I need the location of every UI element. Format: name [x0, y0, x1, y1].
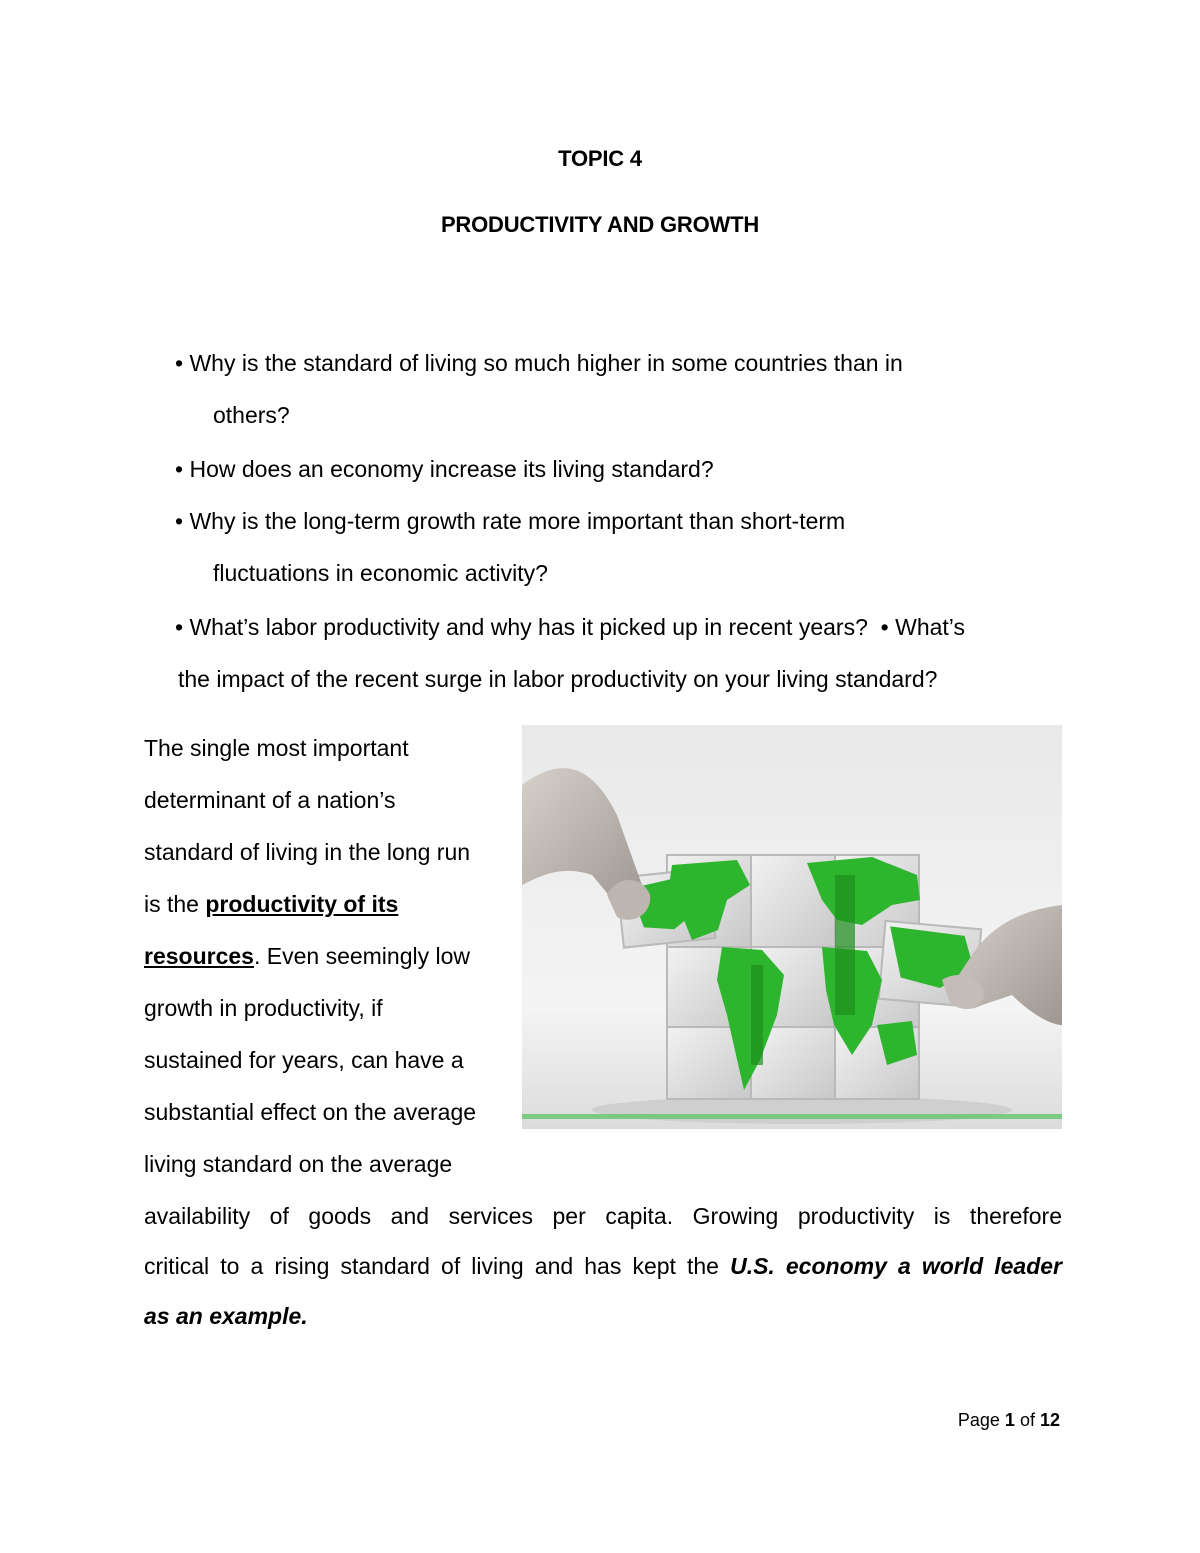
question-3-continued: fluctuations in economic activity?: [213, 560, 548, 586]
body-line: resources. Even seemingly low: [144, 943, 471, 969]
body-line: standard of living in the long run: [144, 839, 471, 865]
bullet: •: [175, 614, 184, 640]
question-text: How does an economy increase its living standard?: [189, 456, 714, 482]
bullet: •: [175, 508, 184, 534]
body-line: living standard on the average: [144, 1151, 453, 1177]
body-line: The single most important: [144, 735, 409, 761]
question-4: [175, 614, 965, 640]
question-3: [175, 508, 845, 534]
topic-heading: TOPIC 4: [558, 146, 642, 171]
page-title: PRODUCTIVITY AND GROWTH: [440, 212, 760, 237]
body-line: sustained for years, can have a: [144, 1047, 464, 1073]
body-line: substantial effect on the average: [144, 1099, 477, 1125]
emphasis-productivity: productivity of its: [205, 891, 399, 917]
world-map-cube-image: [522, 725, 1062, 1129]
bullet: •: [880, 614, 889, 640]
question-1: [175, 350, 903, 376]
body-line: determinant of a nation’s: [144, 787, 396, 813]
body-line: availability of goods and services per capita. Growing productivity is therefore: [144, 1203, 1062, 1229]
question-text: What’s: [895, 614, 965, 640]
body-line: critical to a rising standard of living and has kept the U.S. economy a world leader: [144, 1253, 1063, 1279]
question-text: Why is the standard of living so much higher in some countries than in: [189, 350, 903, 376]
question-2: [175, 456, 714, 482]
emphasis-example: as an example.: [144, 1303, 308, 1329]
question-4-continued: the impact of the recent surge in labor productivity on your living standard?: [178, 666, 938, 692]
body-line: growth in productivity, if: [144, 995, 383, 1021]
question-1-continued: others?: [213, 402, 290, 428]
emphasis-resources: resources: [144, 943, 254, 969]
emphasis-us-economy: U.S. economy a world leader: [730, 1253, 1063, 1279]
body-line: [144, 1303, 308, 1329]
question-text: Why is the long-term growth rate more important than short-term: [189, 508, 846, 534]
page-number: Page 1 of 12: [957, 1410, 1060, 1430]
bullet: •: [175, 350, 184, 376]
bullet: •: [175, 456, 184, 482]
question-text: What’s labor productivity and why has it picked up in recent years?: [189, 614, 868, 640]
body-line: is the productivity of its: [144, 891, 399, 917]
